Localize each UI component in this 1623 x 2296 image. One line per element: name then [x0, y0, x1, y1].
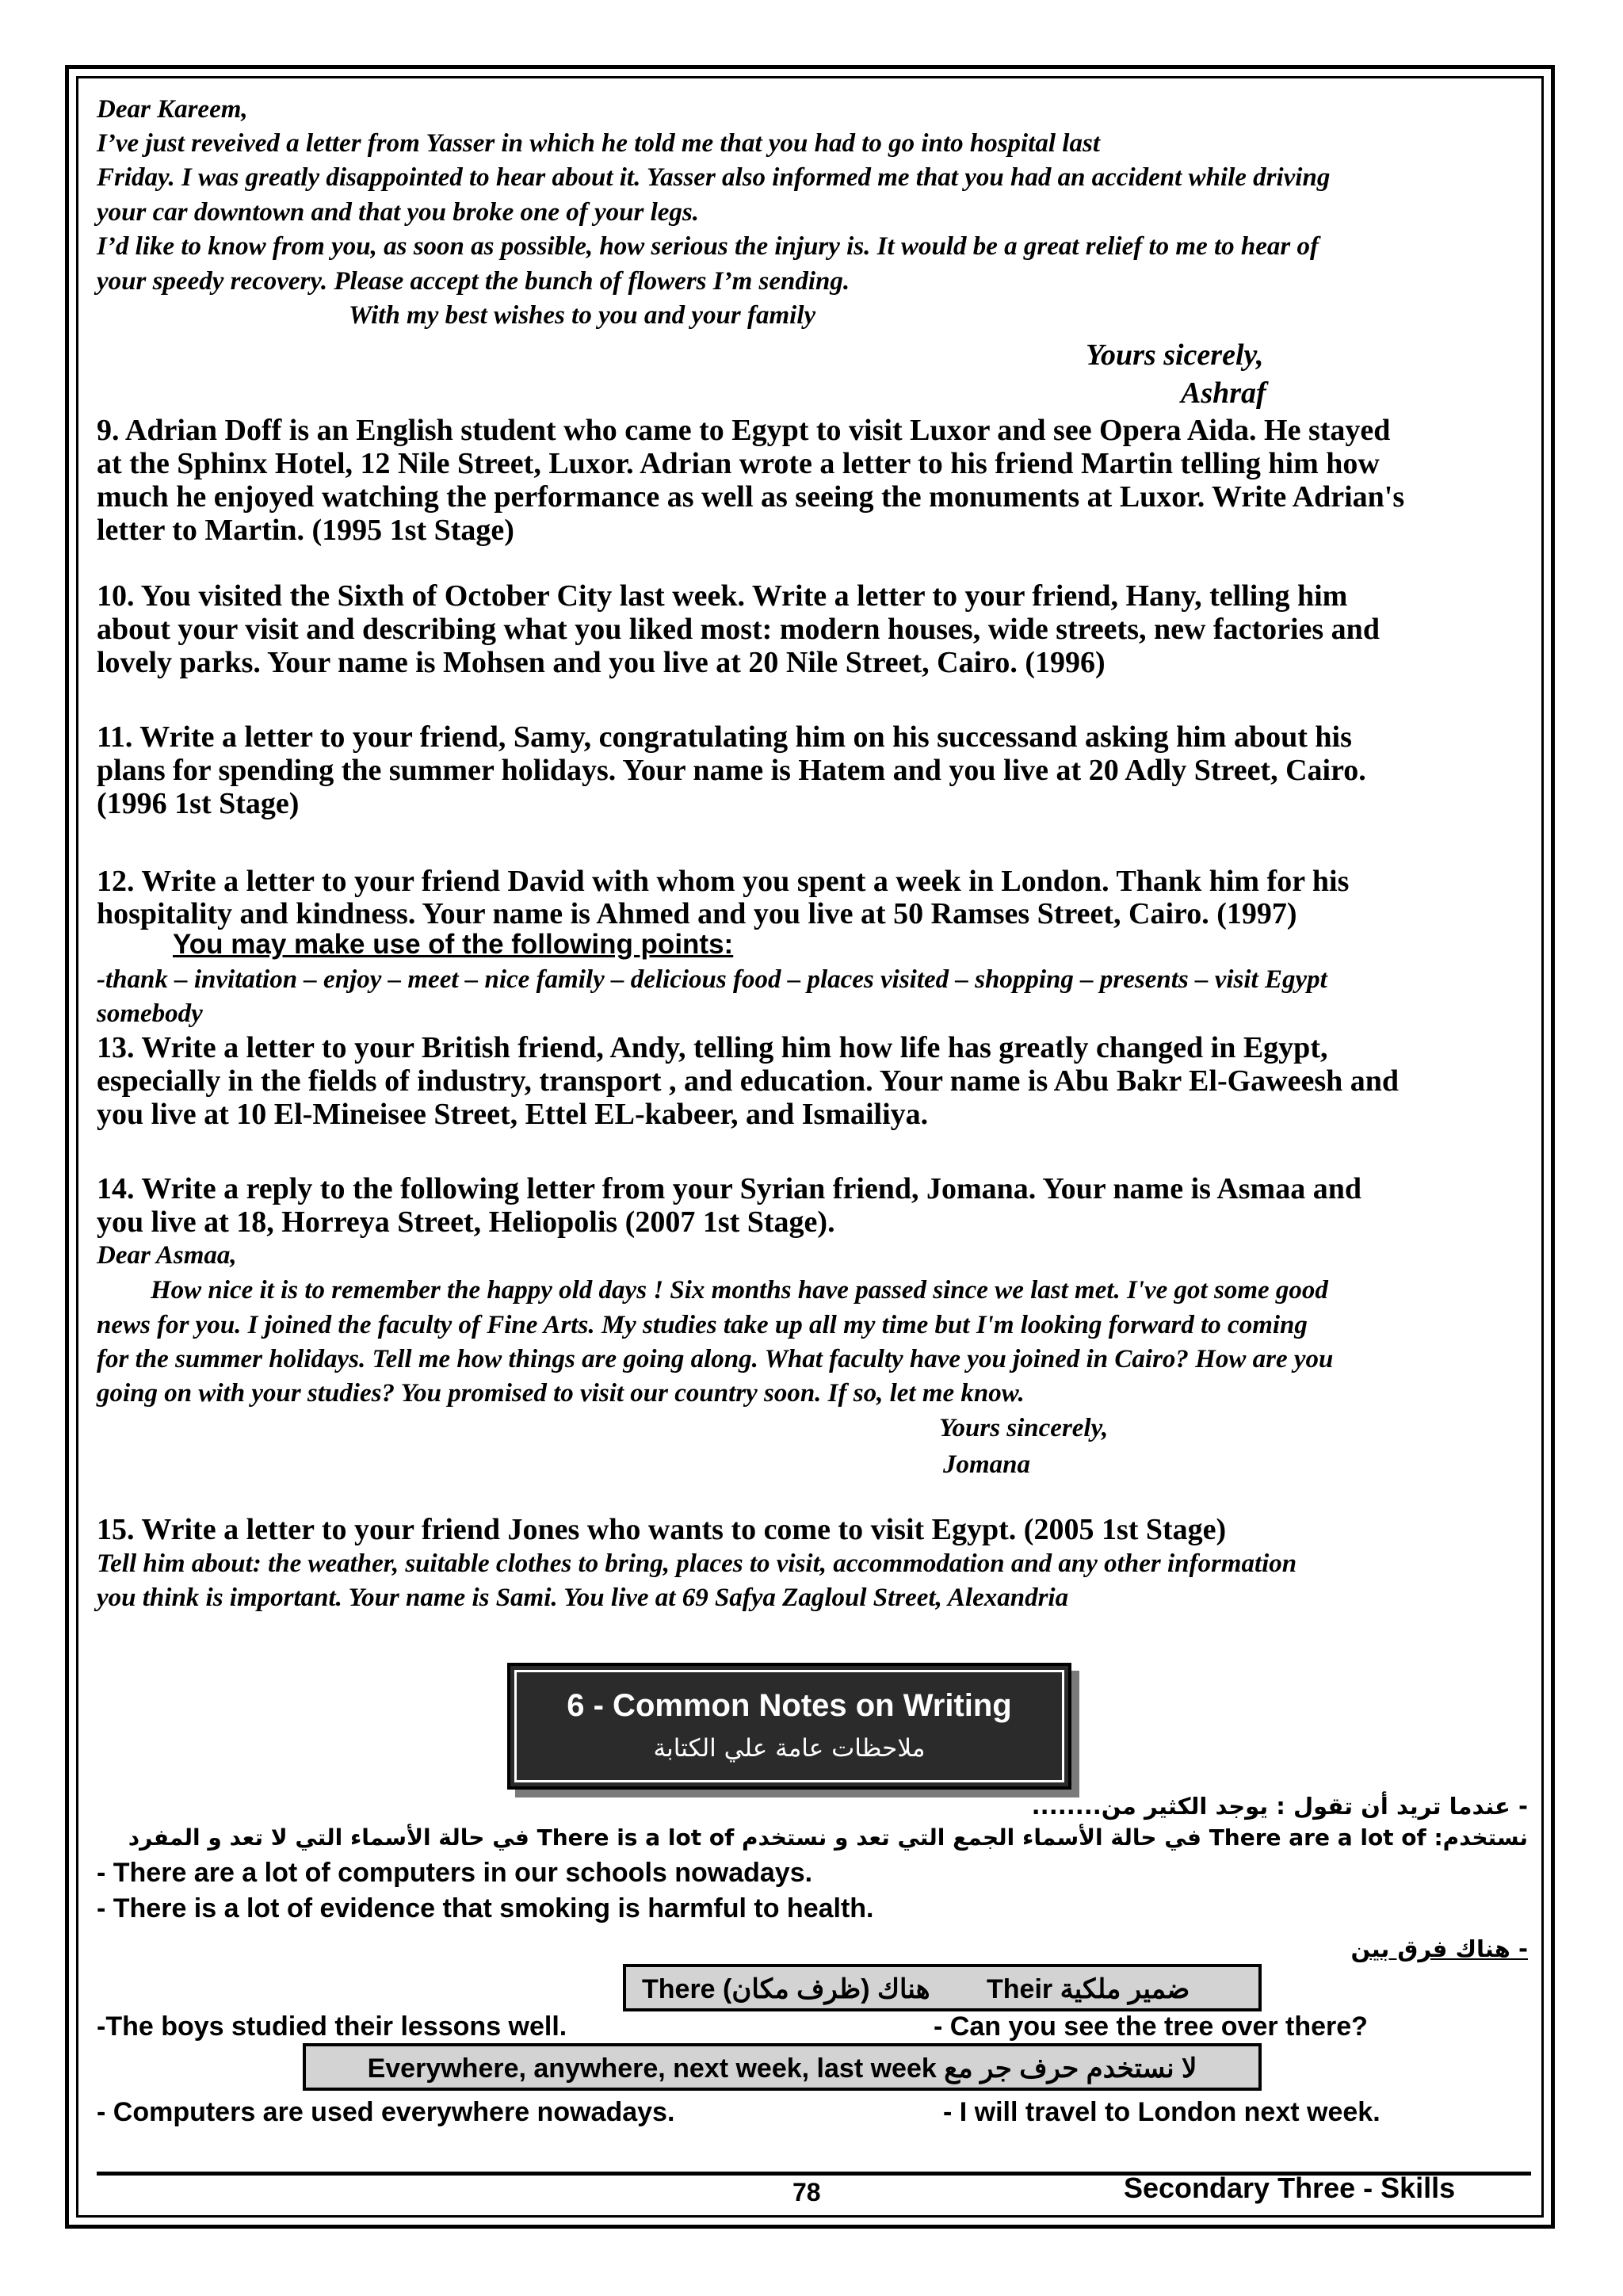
- letter-line: Friday. I was greatly disappointed to hear about it. Yasser also informed me that you had an accident while driving: [97, 163, 1331, 192]
- question-11-line: plans for spending the summer holidays. Your name is Hatem and you live at 20 Adly Street, Cairo.: [97, 754, 1366, 787]
- reply-letter-salutation: Dear Asmaa,: [97, 1241, 237, 1270]
- question-15-detail: you think is important. Your name is Sami. You live at 69 Safya Zagloul Street, Alexandria: [97, 1584, 1069, 1612]
- letter-wishes: With my best wishes to you and your family: [349, 301, 816, 330]
- question-9-line: much he enjoyed watching the performance as well as seeing the monuments at Luxor. Write Adrian's: [97, 480, 1405, 514]
- their-label: Their ضمير ملكية: [987, 1974, 1190, 2004]
- question-13-line: 13. Write a letter to your British friend, Andy, telling him how life has greatly changed in Egypt,: [97, 1031, 1328, 1064]
- note-rule-arabic: نستخدم: There are a lot of في حالة الأسماء الجمع التي تعد و نستخدم There is a lot of في حالة الأسماء التي لا تعد و المفرد: [128, 1824, 1528, 1851]
- note-heading-arabic: - عندما تريد أن تقول : يوجد الكثير من........: [1031, 1793, 1528, 1820]
- points-heading: You may make use of the following points:: [173, 929, 734, 960]
- question-15-line: 15. Write a letter to your friend Jones who wants to come to visit Egypt. (2005 1st Stage): [97, 1513, 1227, 1546]
- no-preposition-label: Everywhere, anywhere, next week, last week لا نستخدم حرف جر مع: [367, 2053, 1197, 2084]
- no-preposition-box: [303, 2043, 1262, 2091]
- note-example: -The boys studied their lessons well.: [97, 2011, 567, 2042]
- section-subtitle: ملاحظات عامة علي الكتابة: [653, 1734, 926, 1763]
- question-9-line: at the Sphinx Hotel, 12 Nile Street, Luxor. Adrian wrote a letter to his friend Martin telling him how: [97, 447, 1380, 480]
- note-example: - Computers are used everywhere nowadays.: [97, 2097, 675, 2127]
- question-11-line: (1996 1st Stage): [97, 787, 300, 820]
- note-example: - There is a lot of evidence that smoking is harmful to health.: [97, 1893, 874, 1924]
- question-10-line: 10. You visited the Sixth of October City last week. Write a letter to your friend, Hany, telling him: [97, 579, 1348, 613]
- letter-line: your car downtown and that you broke one of your legs.: [97, 198, 699, 227]
- page-number: 78: [792, 2178, 821, 2206]
- reply-letter-line: for the summer holidays. Tell me how things are going along. What faculty have you joined in Cairo? How are you: [97, 1345, 1334, 1373]
- there-label: There (هناك (ظرف مكان: [642, 1974, 930, 2004]
- note-example: - I will travel to London next week.: [943, 2097, 1381, 2127]
- note-example: - Can you see the tree over there?: [934, 2011, 1368, 2042]
- question-12-line: 12. Write a letter to your friend David with whom you spent a week in London. Thank him for his: [97, 865, 1350, 898]
- points-list: -thank – invitation – enjoy – meet – nice family – delicious food – places visited – shopping – presents – visit Egypt: [97, 965, 1327, 994]
- question-10-line: about your visit and describing what you liked most: modern houses, wide streets, new factories and: [97, 613, 1380, 646]
- there-their-box: [623, 1964, 1262, 2011]
- reply-letter-line: How nice it is to remember the happy old days ! Six months have passed since we last met. I've got some good: [151, 1276, 1328, 1305]
- reply-letter-line: news for you. I joined the faculty of Fine Arts. My studies take up all my time but I'm looking forward to coming: [97, 1311, 1308, 1339]
- letter-line: I’ve just reveived a letter from Yasser in which he told me that you had to go into hospital last: [97, 129, 1100, 158]
- question-13-line: especially in the fields of industry, transport , and education. Your name is Abu Bakr El-Gaweesh and: [97, 1064, 1400, 1098]
- note-heading-arabic: - هناك فرق بين: [1350, 1935, 1528, 1962]
- footer-title: Secondary Three - Skills: [1124, 2172, 1456, 2204]
- reply-letter-closing: Yours sincerely,: [939, 1414, 1109, 1442]
- letter-closing: Yours sicerely,: [1086, 338, 1264, 372]
- points-list: somebody: [97, 999, 203, 1028]
- question-12-line: hospitality and kindness. Your name is Ahmed and you live at 50 Ramses Street, Cairo. (1997): [97, 897, 1297, 930]
- question-11-line: 11. Write a letter to your friend, Samy, congratulating him on his successand asking him about his: [97, 720, 1352, 754]
- question-14-line: 14. Write a reply to the following letter from your Syrian friend, Jomana. Your name is Asmaa and: [97, 1172, 1361, 1205]
- section-banner: [507, 1663, 1079, 1797]
- reply-letter-signature: Jomana: [943, 1450, 1031, 1479]
- question-9-line: 9. Adrian Doff is an English student who came to Egypt to visit Luxor and see Opera Aida. He stayed: [97, 414, 1391, 447]
- letter-salutation: Dear Kareem,: [97, 95, 248, 124]
- question-10-line: lovely parks. Your name is Mohsen and you live at 20 Nile Street, Cairo. (1996): [97, 646, 1106, 679]
- section-title: 6 - Common Notes on Writing: [567, 1688, 1012, 1723]
- banner-box: [507, 1663, 1071, 1790]
- question-13-line: you live at 10 El-Mineisee Street, Ettel EL-kabeer, and Ismailiya.: [97, 1098, 929, 1131]
- reply-letter-line: going on with your studies? You promised to visit our country soon. If so, let me know.: [97, 1379, 1025, 1408]
- question-9-line: letter to Martin. (1995 1st Stage): [97, 514, 514, 547]
- note-example: - There are a lot of computers in our schools nowadays.: [97, 1858, 813, 1888]
- question-15-detail: Tell him about: the weather, suitable clothes to bring, places to visit, accommodation and any other information: [97, 1549, 1297, 1578]
- letter-signature: Ashraf: [1181, 376, 1266, 410]
- question-14-line: you live at 18, Horreya Street, Heliopolis (2007 1st Stage).: [97, 1205, 835, 1239]
- letter-line: I’d like to know from you, as soon as possible, how serious the injury is. It would be a great relief to me to hear of: [97, 232, 1319, 261]
- letter-line: your speedy recovery. Please accept the bunch of flowers I’m sending.: [97, 267, 850, 296]
